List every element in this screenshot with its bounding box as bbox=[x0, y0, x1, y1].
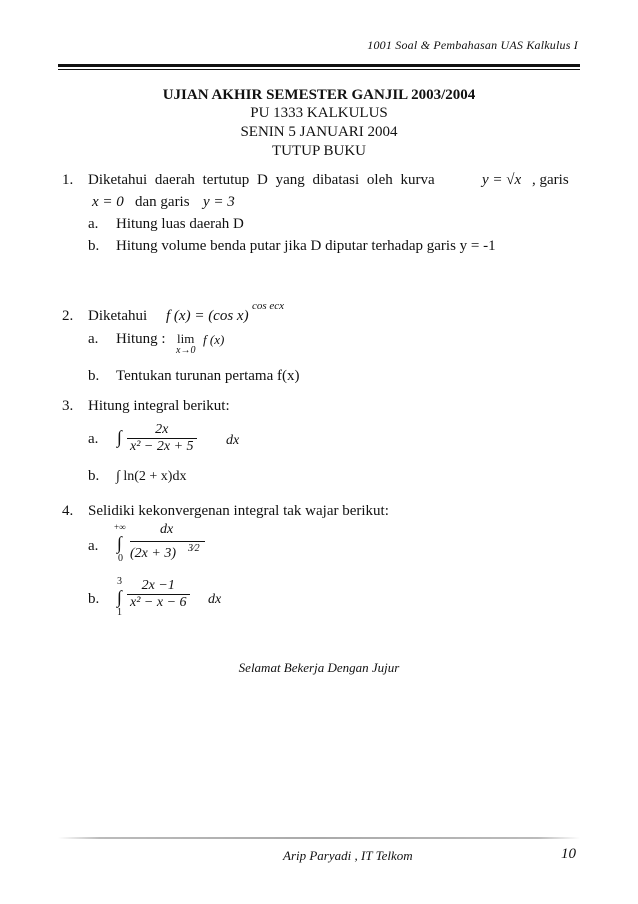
q1-line2-text: dan garis bbox=[135, 194, 190, 210]
footer-rule bbox=[58, 837, 580, 839]
q4a-numerator: dx bbox=[160, 522, 174, 537]
header-rule bbox=[58, 64, 580, 67]
integral-sign: ∫ bbox=[117, 587, 122, 607]
q4-number: 4. bbox=[62, 503, 74, 519]
exam-mode: TUTUP BUKU bbox=[271, 143, 367, 159]
q4a-upper-limit: +∞ bbox=[114, 522, 126, 532]
q2-text: Diketahui bbox=[88, 308, 148, 324]
integral-sign: ∫ bbox=[117, 533, 122, 553]
fraction-denominator: x² − x − 6 bbox=[130, 595, 187, 610]
limit-subscript: x→0 bbox=[176, 345, 196, 356]
q2-function: f (x) = (cos x) bbox=[166, 308, 249, 324]
header-rule-thin bbox=[58, 69, 580, 70]
exam-date: SENIN 5 JANUARI 2004 bbox=[240, 124, 398, 140]
q3b-label: b. bbox=[88, 468, 100, 484]
q4a-denominator: (2x + 3) bbox=[130, 546, 176, 561]
q4b-lower-limit: 1 bbox=[117, 607, 122, 618]
fraction-denominator: x² − 2x + 5 bbox=[130, 439, 194, 454]
q2a-label: a. bbox=[88, 331, 99, 347]
q4a-exponent: 3⁄2 bbox=[188, 543, 200, 554]
q4-text: Selidiki kekonvergenan integral tak wajar berikut: bbox=[88, 503, 389, 519]
q4b-upper-limit: 3 bbox=[117, 576, 122, 587]
integral-sign: ∫ bbox=[117, 427, 122, 447]
exam-title: UJIAN AKHIR SEMESTER GANJIL 2003/2004 bbox=[162, 87, 476, 103]
q4b-dx: dx bbox=[208, 592, 222, 607]
q2b-label: b. bbox=[88, 368, 100, 384]
q3a-label: a. bbox=[88, 431, 99, 447]
q1-garis: , garis bbox=[532, 172, 569, 188]
closing-message: Selamat Bekerja Dengan Jujur bbox=[238, 660, 400, 675]
q2a-limit-expr: f (x) bbox=[203, 332, 225, 347]
q3b-expression: ∫ ln(2 + x)dx bbox=[116, 469, 187, 484]
q4a-lower-limit: 0 bbox=[118, 553, 123, 564]
q1b-label: b. bbox=[88, 238, 100, 254]
q2a-limit bbox=[176, 333, 195, 357]
limit-operator: lim bbox=[177, 331, 195, 346]
fraction-numerator: 2x −1 bbox=[127, 578, 190, 595]
page-number: 10 bbox=[561, 846, 576, 862]
fraction-numerator: 2x bbox=[127, 422, 197, 439]
footer-author: Arip Paryadi , IT Telkom bbox=[283, 848, 413, 863]
q2a-text: Hitung : bbox=[116, 331, 166, 347]
course-code: PU 1333 KALKULUS bbox=[250, 105, 388, 121]
q4a-label: a. bbox=[88, 538, 99, 554]
q3a-fraction bbox=[127, 422, 197, 455]
q2b-text: Tentukan turunan pertama f(x) bbox=[116, 368, 300, 384]
q2-function-exponent: cos ecx bbox=[252, 300, 285, 312]
q3-number: 3. bbox=[62, 398, 74, 414]
q1a-text: Hitung luas daerah D bbox=[116, 216, 244, 232]
q3a-dx: dx bbox=[226, 433, 240, 448]
q1-eq-y3: y = 3 bbox=[203, 194, 235, 210]
q1-text: Diketahui daerah tertutup D yang dibatasi oleh kurva bbox=[88, 172, 435, 188]
q3-text: Hitung integral berikut: bbox=[88, 398, 230, 414]
q4b-fraction bbox=[127, 578, 190, 611]
q1-number: 1. bbox=[62, 172, 74, 188]
q1-curve: y = √x bbox=[482, 172, 522, 188]
q1-eq-x0: x = 0 bbox=[92, 194, 124, 210]
q1a-label: a. bbox=[88, 216, 99, 232]
running-header: 1001 Soal & Pembahasan UAS Kalkulus I bbox=[367, 38, 578, 52]
q1b-text: Hitung volume benda putar jika D diputar terhadap garis y = -1 bbox=[116, 238, 496, 254]
fraction-bar bbox=[130, 541, 205, 542]
q2-number: 2. bbox=[62, 308, 74, 324]
q4b-label: b. bbox=[88, 591, 100, 607]
